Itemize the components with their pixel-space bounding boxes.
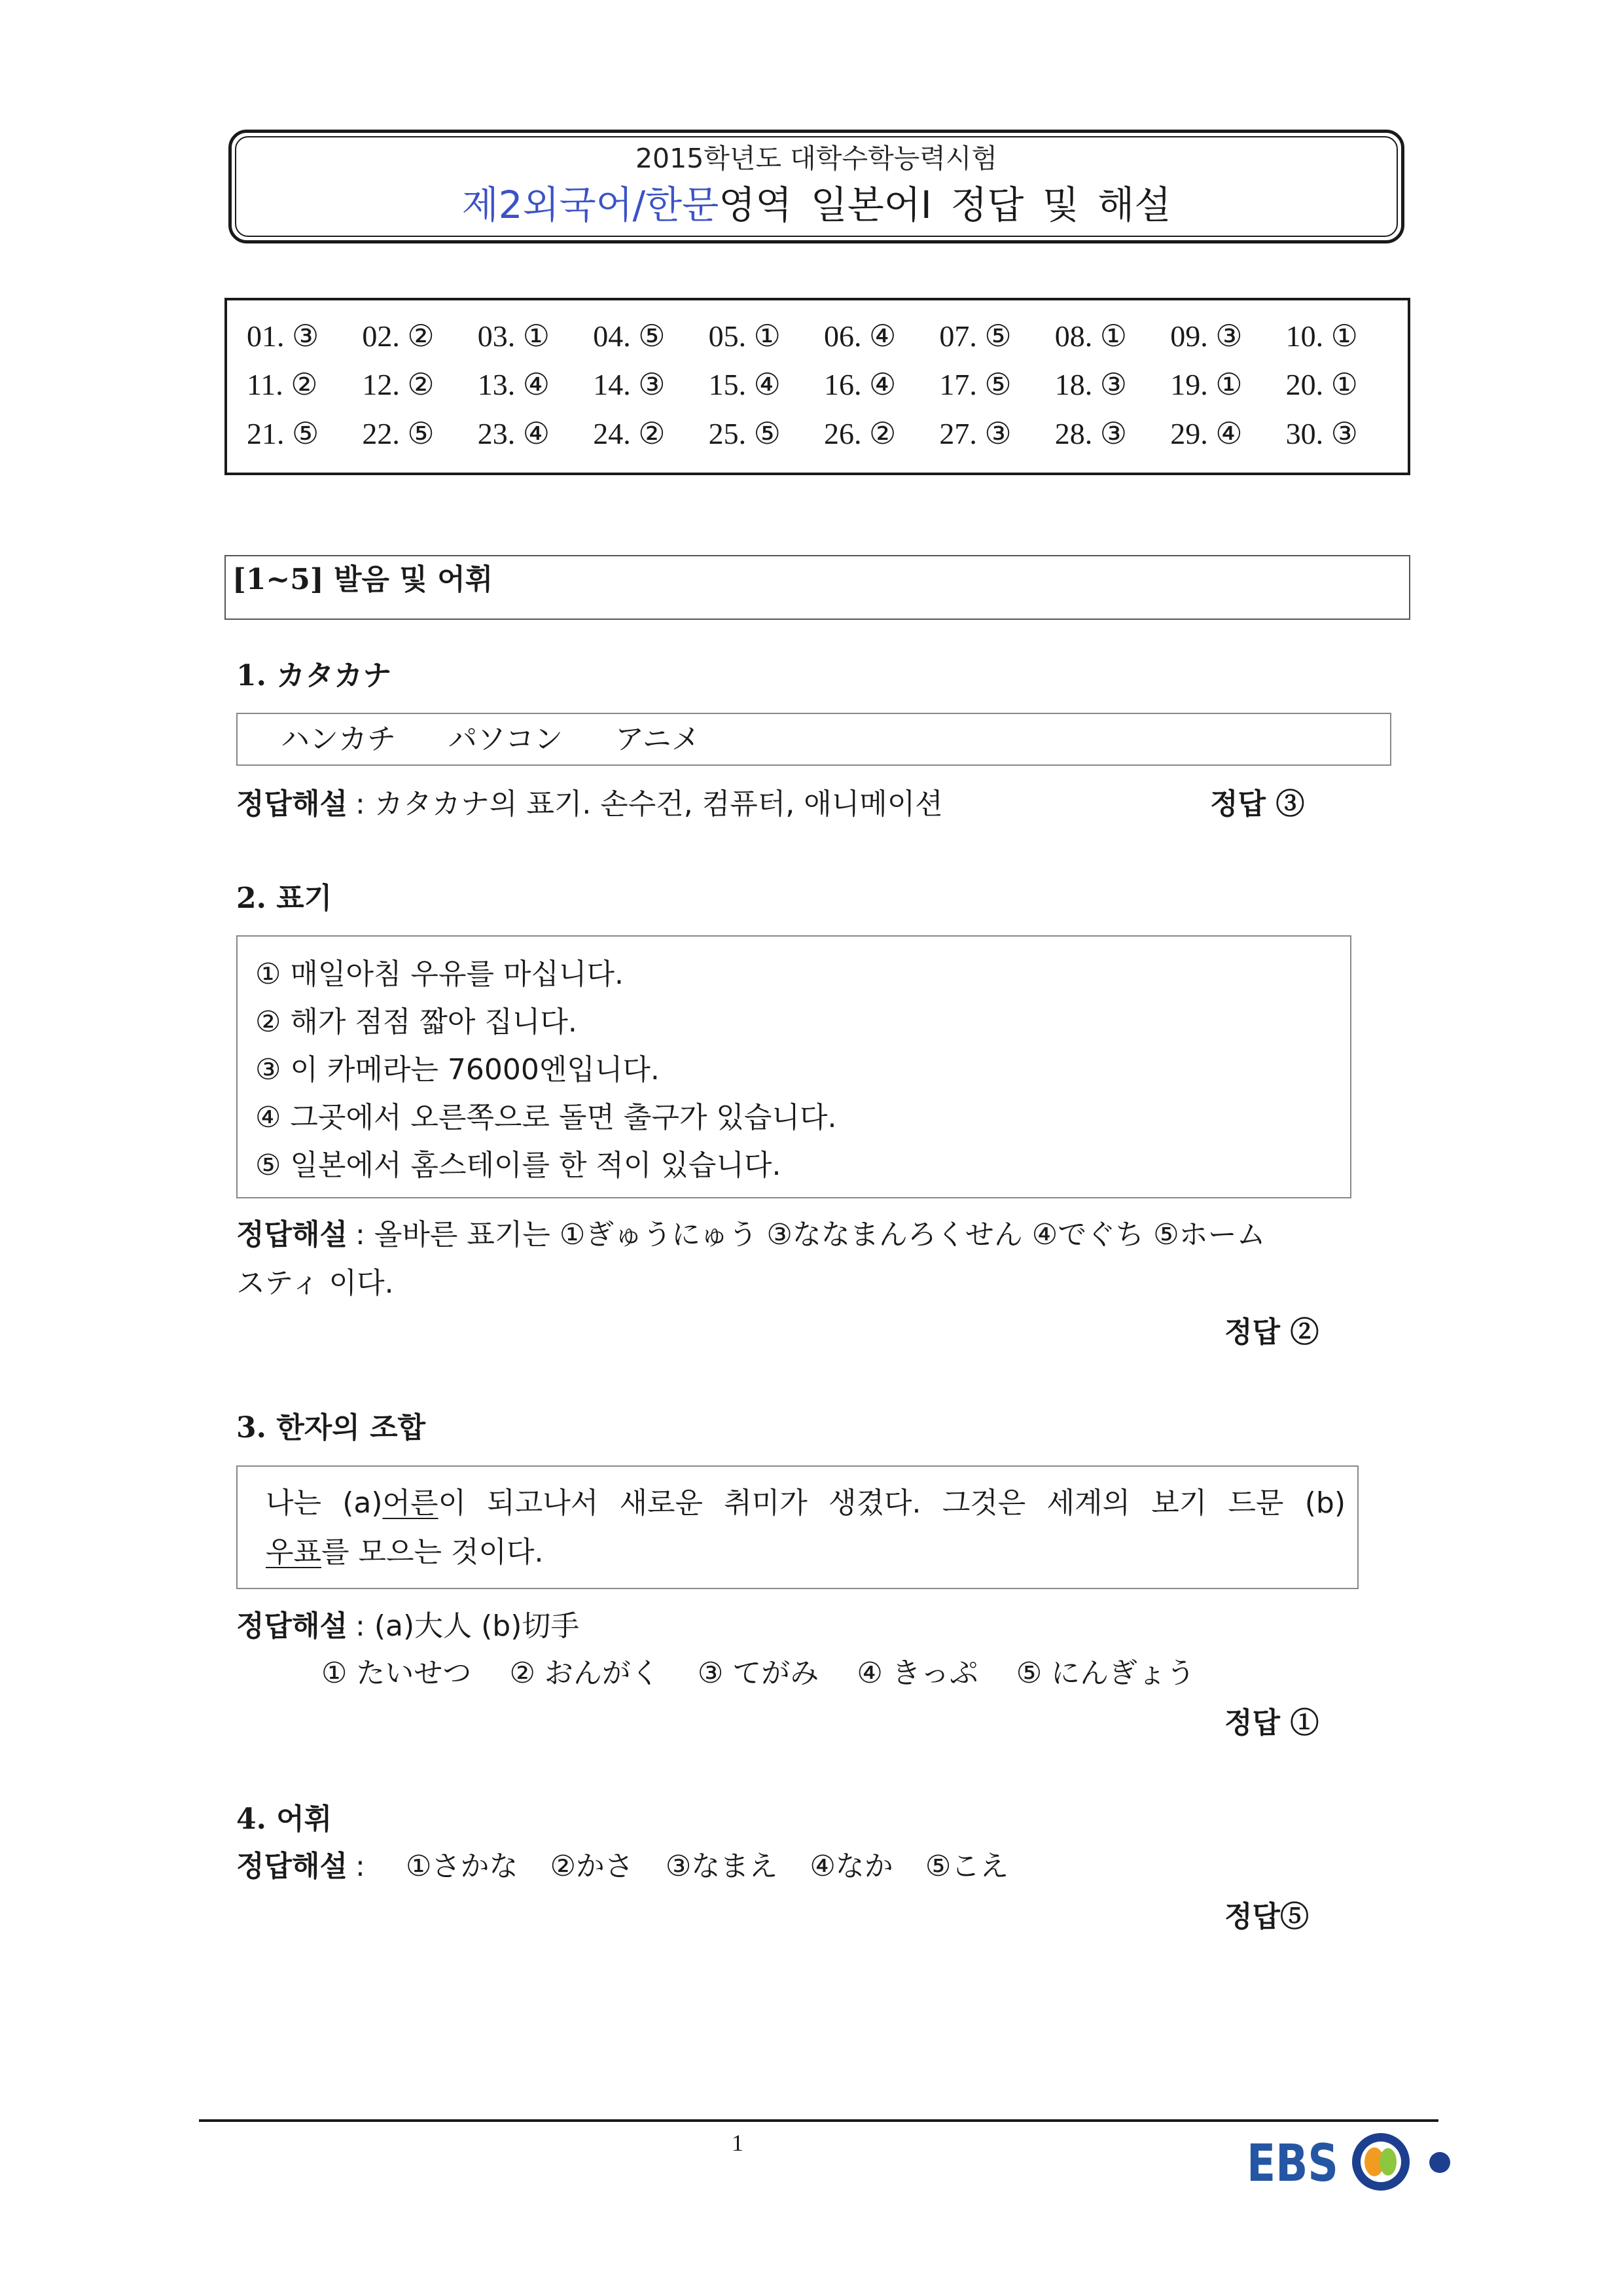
- page-number: 1: [732, 2130, 743, 2156]
- answer-key-cell: 14. ③: [593, 368, 666, 401]
- option-item: ④なか: [810, 1850, 893, 1883]
- option-item: ⑤こえ: [925, 1850, 1009, 1883]
- explanation-text: : (a)大人 (b)切手: [355, 1609, 580, 1643]
- option-item: ③ てがみ: [697, 1657, 819, 1690]
- answer-key-cell: 08. ①: [1054, 319, 1128, 353]
- answer-key-cell: 16. ④: [823, 368, 897, 401]
- choice-item: ② 해가 점점 짧아 집니다.: [255, 1005, 577, 1039]
- choice-item: ① 매일아침 우유를 마십니다.: [255, 958, 624, 991]
- option-item: ②かさ: [550, 1850, 633, 1883]
- answer-key-row: [247, 361, 1401, 409]
- answer-key-cell: 26. ②: [823, 417, 897, 450]
- choice-item: ④ 그곳에서 오른쪽으로 돌면 출구가 있습니다.: [255, 1101, 837, 1134]
- underlined-word-b: 우표: [266, 1535, 322, 1569]
- passage-text: 를 모으는 것이다.: [321, 1535, 544, 1569]
- explanation-label: 정답해설: [236, 787, 348, 821]
- choice-item: ⑤ 일본에서 홈스테이를 한 적이 있습니다.: [255, 1149, 781, 1182]
- passage-text: 나는 (a): [266, 1486, 383, 1520]
- answer-key-cell: 02. ②: [362, 319, 435, 353]
- answer-key-cell: 25. ⑤: [708, 417, 781, 450]
- katakana-word: アニメ: [615, 723, 700, 756]
- question-2-explanation-continued: スティ 이다.: [236, 1266, 394, 1300]
- choice-item: ③ 이 카메라는 76000엔입니다.: [255, 1053, 660, 1086]
- question-3-explanation: [236, 1603, 579, 1650]
- answer-key-cell: 15. ④: [708, 368, 781, 401]
- answer-key-cell: 28. ③: [1054, 417, 1128, 450]
- question-2-explanation: [236, 1211, 1266, 1259]
- answer-key-cell: 04. ⑤: [593, 319, 666, 353]
- question-4-answer: 정답⑤: [1224, 1900, 1310, 1933]
- answer-key-cell: 11. ②: [247, 368, 318, 401]
- exam-subject-title: [232, 181, 1401, 228]
- answer-key-cell: 10. ①: [1285, 319, 1358, 353]
- answer-key-cell: 13. ④: [477, 368, 550, 401]
- section-header-box: [224, 555, 1410, 620]
- question-3-passage-box: [236, 1465, 1359, 1589]
- explanation-text: : 올바른 표기는 ①ぎゅうにゅう ③ななまんろくせん ④でぐち ⑤ホーム: [355, 1218, 1266, 1251]
- question-3-answer: 정답 ①: [1224, 1706, 1319, 1740]
- katakana-word-list: [281, 714, 700, 764]
- question-3-options: [321, 1650, 1195, 1697]
- answer-key-cell: 03. ①: [477, 319, 550, 353]
- explanation-label: 정답해설: [236, 1218, 348, 1251]
- answer-key-cell: 06. ④: [823, 319, 897, 353]
- option-item: ② おんがく: [509, 1657, 660, 1690]
- option-item: ⑤ にんぎょう: [1016, 1657, 1196, 1690]
- option-item: ①さかな: [406, 1850, 518, 1883]
- question-2-choice-box: [236, 935, 1351, 1198]
- explanation-label: 정답해설: [236, 1850, 348, 1883]
- answer-key-cell: 17. ⑤: [939, 368, 1012, 401]
- question-1-explanation: [236, 781, 943, 828]
- option-item: ③なまえ: [665, 1850, 778, 1883]
- answer-key-cell: 30. ③: [1285, 417, 1358, 450]
- subject-area-name: 제2외국어/한문: [461, 183, 719, 227]
- option-item: ① たいせつ: [321, 1657, 472, 1690]
- explanation-text: : カタカナ의 표기. 손수건, 컴퓨터, 애니메이션: [355, 787, 943, 821]
- question-1-title: 1. カタカナ: [236, 659, 392, 692]
- exam-year-title: 2015학년도 대학수학능력시험: [635, 143, 998, 174]
- ebs-logo-text: EBS: [1247, 2134, 1338, 2193]
- answer-key-cell: 24. ②: [593, 417, 666, 450]
- answer-key-cell: 29. ④: [1170, 417, 1243, 450]
- ebs-logo: [1240, 2132, 1456, 2193]
- explanation-label: 정답해설: [236, 1609, 348, 1643]
- question-3-title: 3. 한자의 조합: [236, 1411, 426, 1444]
- question-2-title: 2. 표기: [236, 882, 332, 915]
- answer-key-row: [247, 410, 1401, 458]
- question-4-title: 4. 어휘: [236, 1803, 332, 1836]
- ebs-logo-green-shape: [1380, 2148, 1397, 2176]
- footer-divider: [199, 2119, 1438, 2122]
- katakana-word: パソコン: [448, 723, 563, 756]
- exam-title-box: [228, 130, 1404, 243]
- ebs-logo-dot: [1429, 2152, 1450, 2173]
- answer-key-cell: 19. ①: [1170, 368, 1243, 401]
- katakana-word: ハンカチ: [281, 723, 396, 756]
- question-2-answer: 정답 ②: [1224, 1316, 1319, 1349]
- answer-key-cell: 20. ①: [1285, 368, 1358, 401]
- passage-text: 이 되고나서 새로운 취미가 생겼다. 그것은 세계의 보기 드문 (b): [438, 1486, 1346, 1520]
- answer-key-cell: 18. ③: [1054, 368, 1128, 401]
- question-1-word-box: [236, 713, 1391, 766]
- explanation-colon: :: [355, 1850, 365, 1883]
- answer-key-cell: 27. ③: [939, 417, 1012, 450]
- answer-key-cell: 09. ③: [1170, 319, 1243, 353]
- choice-list: [255, 950, 1344, 1189]
- answer-key-cell: 12. ②: [362, 368, 435, 401]
- passage-line: [266, 1479, 1346, 1528]
- section-title: [1~5] 발음 및 어휘: [232, 563, 493, 596]
- question-4-explanation: [236, 1843, 365, 1890]
- answer-key-cell: 23. ④: [477, 417, 550, 450]
- option-item: ④ きっぷ: [857, 1657, 978, 1690]
- answer-key-cell: 05. ①: [708, 319, 781, 353]
- answer-key-cell: 01. ③: [247, 319, 319, 353]
- subject-title-rest: 영역 일본어Ⅰ 정답 및 해설: [719, 183, 1171, 227]
- underlined-word-a: 어른: [382, 1486, 438, 1520]
- passage-line: [266, 1528, 1346, 1577]
- answer-key-cell: 22. ⑤: [362, 417, 435, 450]
- answer-key-row: [247, 312, 1401, 361]
- answer-key-table: [224, 298, 1410, 475]
- question-1-answer: 정답 ③: [1210, 787, 1305, 821]
- question-4-options: [406, 1843, 1008, 1890]
- answer-key-cell: 07. ⑤: [939, 319, 1012, 353]
- answer-key-cell: 21. ⑤: [247, 417, 319, 450]
